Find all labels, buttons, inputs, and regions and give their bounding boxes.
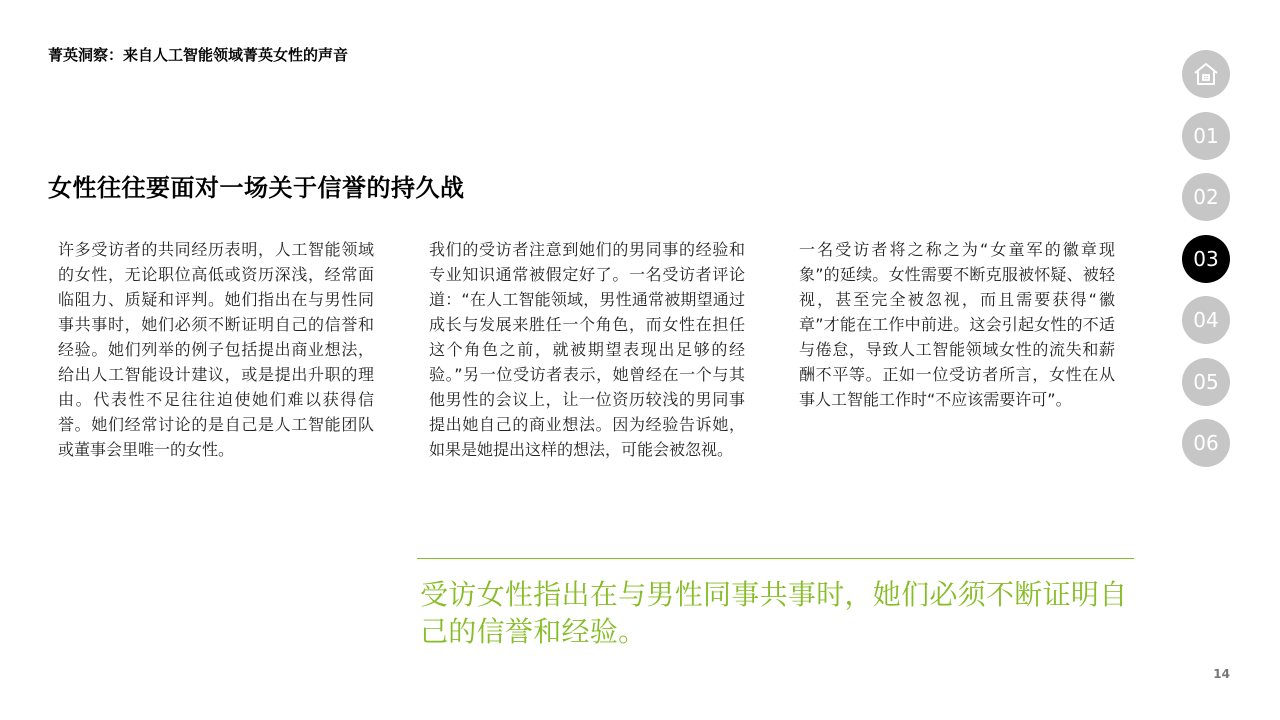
section-headline: 女性往往要面对一场关于信誉的持久战	[48, 174, 465, 202]
section-nav	[1182, 50, 1230, 481]
nav-item-01[interactable]: 01	[1182, 112, 1230, 160]
report-title: 菁英洞察：来自人工智能领域菁英女性的声音	[48, 46, 349, 64]
nav-item-05[interactable]: 05	[1182, 358, 1230, 406]
body-column-2: 我们的受访者注意到她们的男同事的经验和专业知识通常被假定好了。一名受访者评论道：“在人工智能领域，男性通常被期望通过成长与发展来胜任一个角色，而女性在担任这个角色之前，就被期望表现出足够的经验。”另一位受访者表示，她曾经在一个与其他男性的会议上，让一位资历较浅的男同事提出她自己的商业想法。因为经验告诉她，如果是她提出这样的想法，可能会被忽视。	[429, 240, 745, 459]
nav-item-06[interactable]: 06	[1182, 419, 1230, 467]
pull-quote: 受访女性指出在与男性同事共事时，她们必须不断证明自己的信誉和经验。	[420, 578, 1128, 648]
quote-divider	[417, 558, 1134, 559]
nav-home-button[interactable]	[1182, 50, 1230, 98]
body-column-3: 一名受访者将之称之为“女童军的徽章现象”的延续。女性需要不断克服被怀疑、被轻视，甚至完全被忽视，而且需要获得“徽章”才能在工作中前进。这会引起女性的不适与倦怠，导致人工智能领域女性的流失和薪酬不平等。正如一位受访者所言，女性在从事人工智能工作时“不应该需要许可”。	[799, 240, 1115, 409]
home-icon	[1191, 59, 1221, 89]
nav-item-03[interactable]: 03	[1182, 235, 1230, 283]
nav-item-02[interactable]: 02	[1182, 173, 1230, 221]
body-column-1: 许多受访者的共同经历表明，人工智能领域的女性，无论职位高低或资历深浅，经常面临阻力、质疑和评判。她们指出在与男性同事共事时，她们必须不断证明自己的信誉和经验。她们列举的例子包括提出商业想法，给出人工智能设计建议，或是提出升职的理由。代表性不足往往迫使她们难以获得信誉。她们经常讨论的是自己是人工智能团队或董事会里唯一的女性。	[58, 240, 374, 459]
nav-item-04[interactable]: 04	[1182, 296, 1230, 344]
page-number: 14	[1213, 667, 1230, 681]
